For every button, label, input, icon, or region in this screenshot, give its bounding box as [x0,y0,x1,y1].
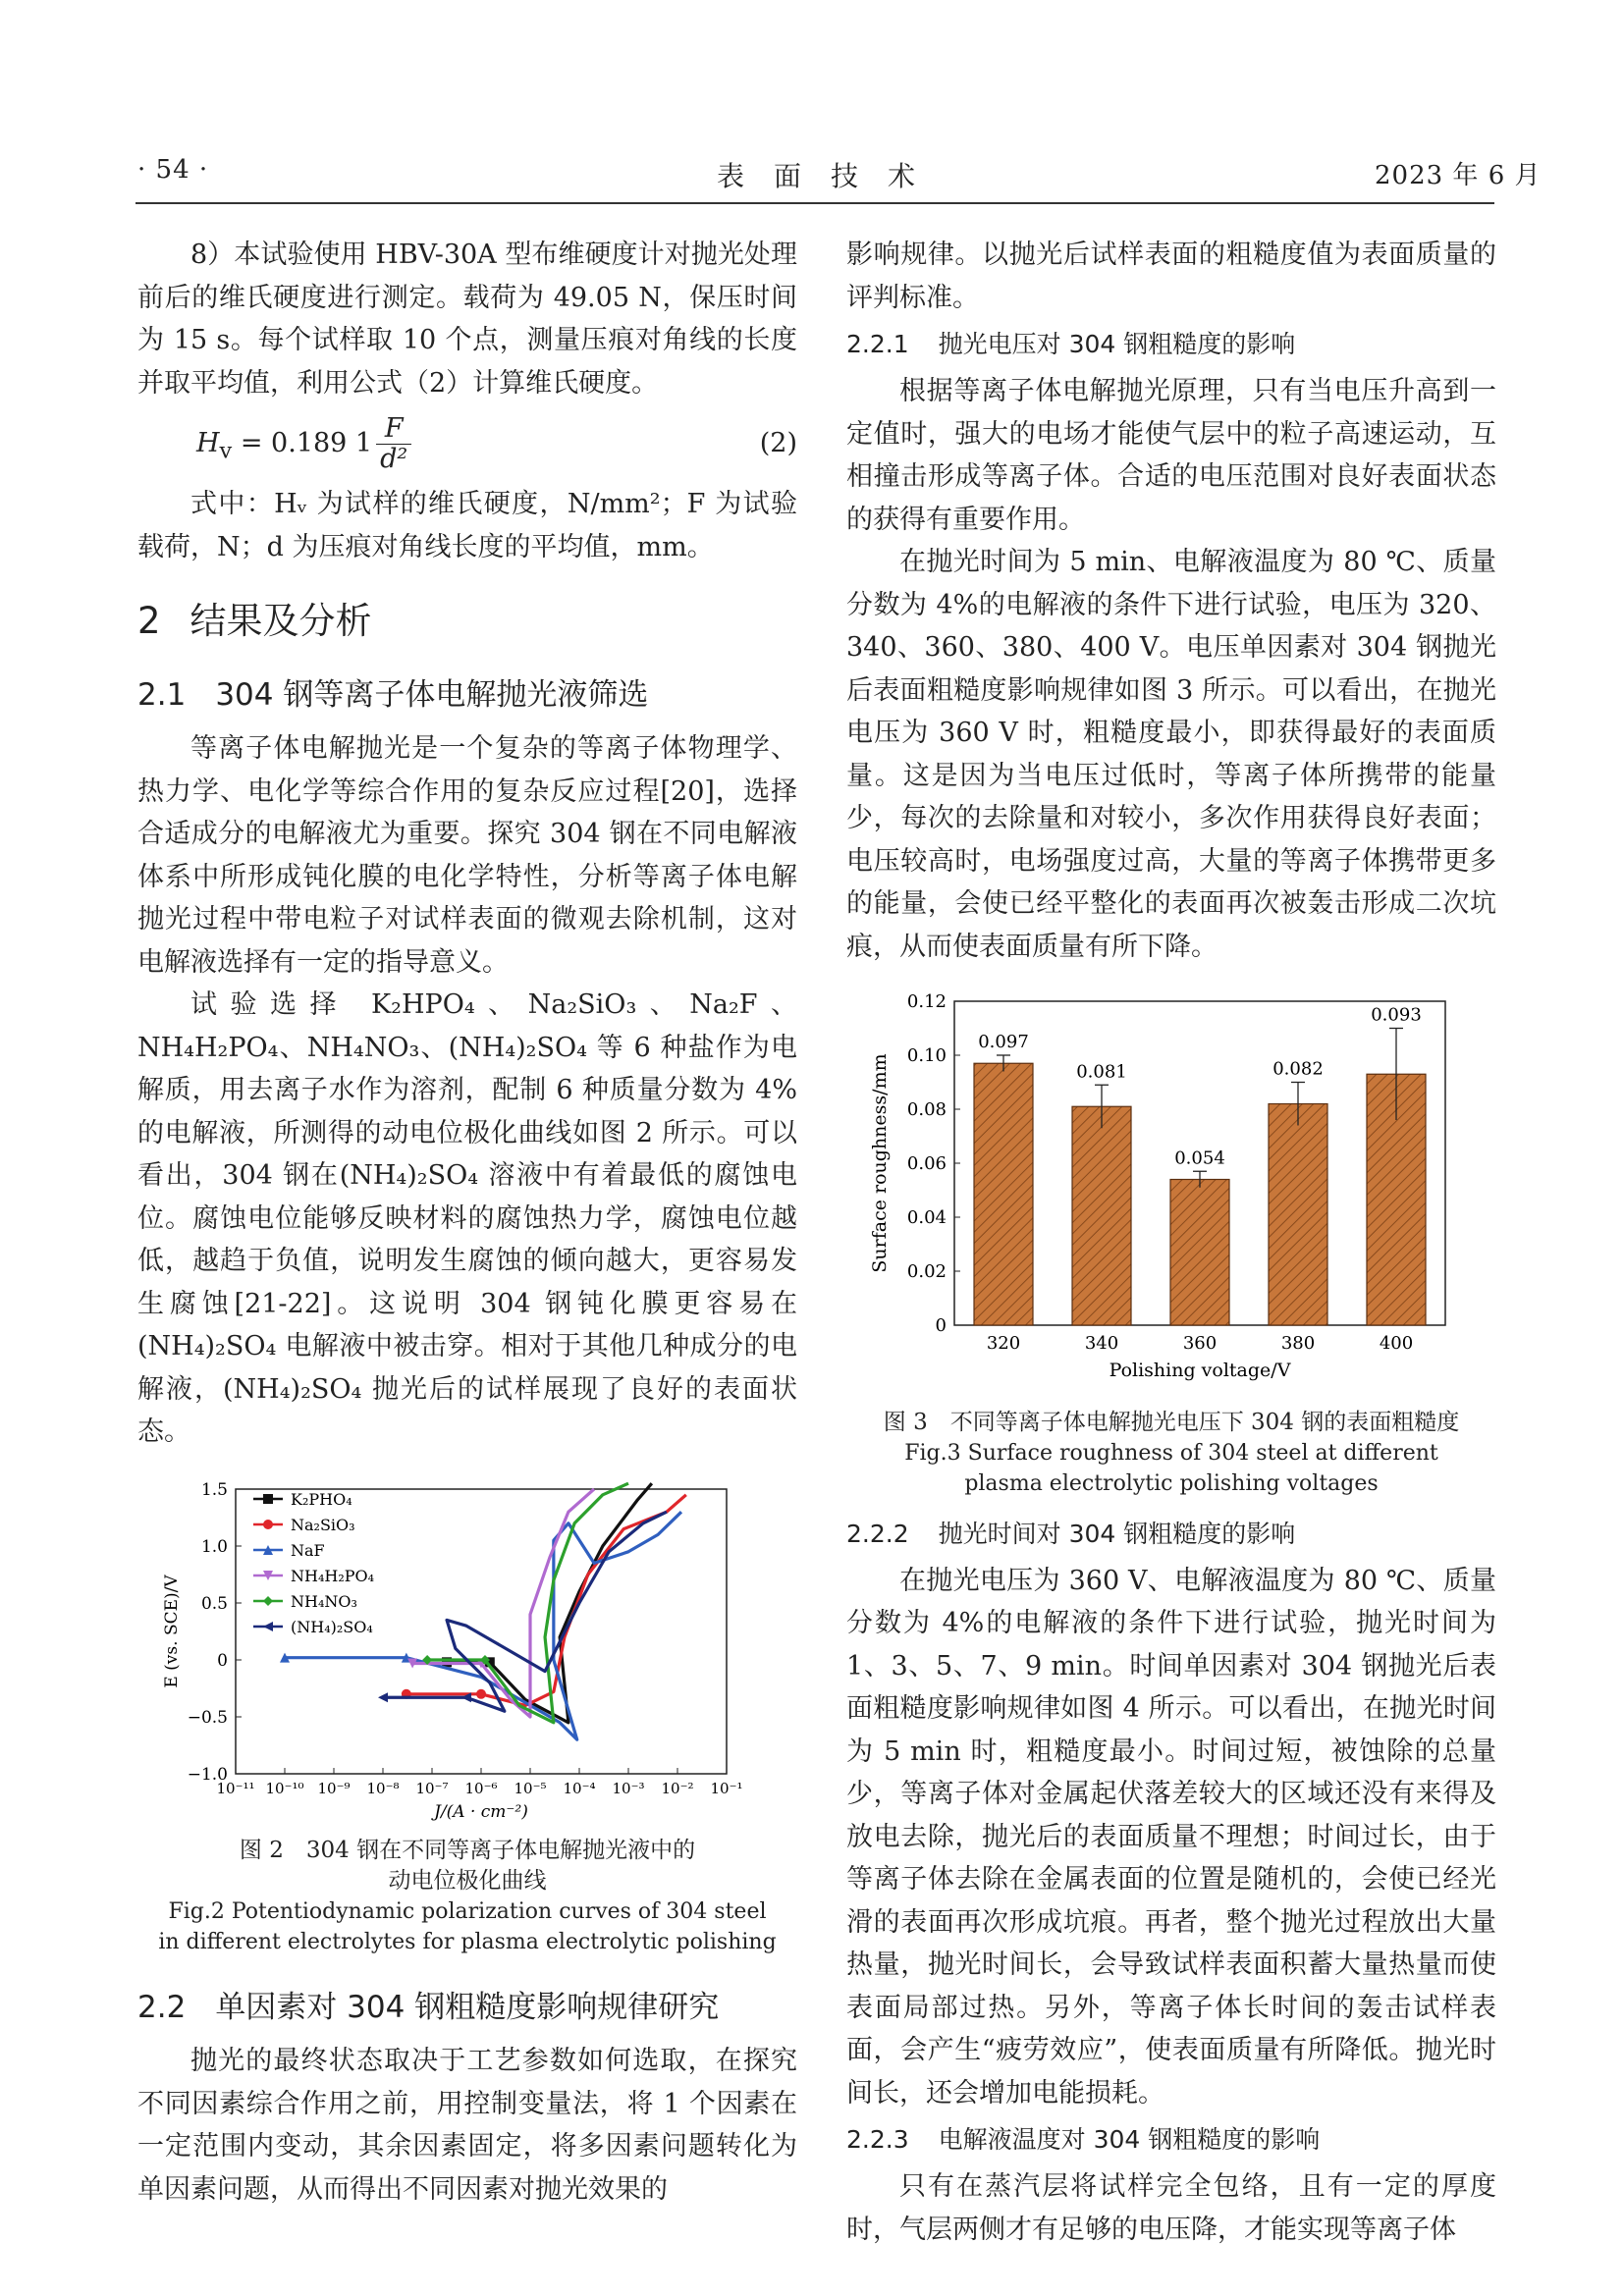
legend-label: NH₄NO₃ [291,1591,357,1611]
eq-lhs: H [196,427,220,458]
y-tick-label: 0.04 [906,1207,947,1228]
legend-label: (NH₄)₂SO₄ [291,1617,373,1636]
section-heading-2-1 [137,670,797,720]
issue-date: 2023 年 6 月 [1375,161,1542,190]
bar [1072,1106,1131,1325]
section-number: 2.2 [137,1990,187,2025]
data-label: 0.054 [1174,1148,1225,1169]
section-title: 电解液温度对 304 钢粗糙度的影响 [938,2125,1321,2154]
data-label: 0.097 [978,1032,1029,1052]
figure-2-caption-cn-1: 图 2 304 钢在不同等离子体电解抛光液中的 [239,1838,696,1863]
figure-2 [137,1469,797,1958]
section-number: 2.1 [137,677,187,713]
x-tick-label: 10⁻⁴ [563,1779,596,1797]
figure-3-caption-en-2: plasma electrolytic polishing voltages [964,1470,1379,1496]
section-heading-2-2-2 [846,1513,1496,1556]
legend-marker [263,1622,273,1631]
eq-denominator: d² [376,444,411,474]
x-tick-label: 400 [1379,1333,1414,1354]
series-marker [476,1688,486,1698]
eq-fraction [376,414,411,474]
section-number: 2 [137,600,161,642]
y-tick-label: 0 [935,1315,947,1336]
x-tick-label: 10⁻¹⁰ [265,1779,304,1797]
x-tick-label: 320 [986,1333,1021,1354]
section-number: 2.2.1 [846,330,909,358]
series-marker [378,1692,388,1702]
y-tick-label: 0.06 [906,1153,947,1174]
paragraph-2-2-1-a: 根据等离子体电解抛光原理，只有当电压升高到一定值时，强大的电场才能使气层中的粒子高速运动，互相撞击形成等离子体。合适的电压范围对良好表面状态的获得有重要作用。 [846,376,1496,535]
x-tick-label: 10⁻⁹ [317,1779,351,1797]
series-line [383,1512,667,1711]
paragraph-2-2: 抛光的最终状态取决于工艺参数如何选取，在探究不同因素综合作用之前，用控制变量法，将 1 个因素在一定范围内变动，其余因素固定，将多因素问题转化为单因素问题，从而得出不同因素对抛光效果的 [137,2046,797,2205]
header-rule [135,202,1494,204]
x-tick-label: 360 [1182,1333,1218,1354]
equation-number: (2) [759,428,797,459]
legend-label: NaF [291,1540,325,1560]
y-tick-label: 1.5 [200,1479,228,1500]
paragraph-2-2-3: 只有在蒸汽层将试样完全包络，且有一定的厚度时，气层两侧才有足够的电压降，才能实现等离子体 [846,2171,1496,2245]
paragraph-2-1-a: 等离子体电解抛光是一个复杂的等离子体物理学、热力学、电化学等综合作用的复杂反应过程[20]，选择合适成分的电解液尤为重要。探究 304 钢在不同电解液体系中所形成钝化膜的电化学特性，分析等离子体电解抛光过程中带电粒子对试样表面的微观去除机制，这对电解液选择有一定的指导意义。 [137,733,797,978]
data-label: 0.082 [1272,1058,1324,1080]
y-tick-label: 0.02 [906,1261,947,1282]
figure-3-caption-cn: 图 3 不同等离子体电解抛光电压下 304 钢的表面粗糙度 [883,1409,1460,1435]
section-number: 2.2.3 [846,2125,909,2154]
y-axis-label: E (vs. SCE)/V [162,1574,182,1688]
figure-3 [846,982,1496,1499]
eq-sub: v [219,437,233,463]
y-axis-label: Surface roughness/mm [869,1053,891,1273]
legend-marker [263,1494,273,1504]
paragraph-2-2-2: 在抛光电压为 360 V、电解液温度为 80 ℃、质量分数为 4%的电解液的条件下进行试验，抛光时间为 1、3、5、7、9 min。时间单因素对 304 钢抛光后表面粗糙度影响规律如图 4 所示。可以看出，在抛光时间为 5 min 时，粗糙度最小。时间过短，被蚀除的总量少，等离子体对金属起伏落差较大的区域还没有来得及放电去除，抛光后的表面质量不理想；时间过长，由于等离子体去除在金属表面的位置是随机的，会使已经光滑的表面再次形成坑痕。再者，整个抛光过程放出大量热量，抛光时间长，会导致试样表面积蓄大量热量而使表面局部过热。另外，等离子体长时间的轰击试样表面，会产生“疲劳效应”，使表面质量有所降低。抛光时间长，还会增加电能损耗。 [846,1565,1496,2109]
journal-name: 表 面 技 术 [717,160,917,192]
x-tick-label: 10⁻⁸ [366,1779,400,1797]
paragraph-2-2-1-b: 在抛光时间为 5 min、电解液温度为 80 ℃、质量分数为 4%的电解液的条件下进行试验，电压为 320、340、360、380、400 V。电压单因素对 304 钢抛光后表面粗糙度影响规律如图 3 所示。可以看出，在抛光电压为 360 V 时，粗糙度最小，即获得最好的表面质量。这是因为当电压过低时，等离子体所携带的能量少，每次的去除量和对较小，多次作用获得良好表面；电压较高时，电场强度过高，大量的等离子体携带更多的能量，会使已经平整化的表面再次被轰击形成二次坑痕，从而使表面质量有所下降。 [846,547,1496,962]
x-axis-label: Polishing voltage/V [1109,1360,1291,1381]
y-tick-label: 0.10 [906,1045,947,1066]
series-line [406,1494,686,1705]
series-line [427,1483,628,1723]
figure-2-caption-en-2: in different electrolytes for plasma electrolytic polishing [158,1930,777,1954]
y-tick-label: 1.0 [200,1536,228,1557]
polarization-chart [137,1469,797,1823]
bar [1269,1104,1327,1326]
data-label: 0.093 [1371,1004,1422,1026]
legend-marker [263,1596,273,1606]
roughness-bar-chart [846,982,1496,1394]
section-heading-2-2-3 [846,2118,1496,2162]
equation-body [196,414,411,474]
section-number: 2.2.2 [846,1519,909,1548]
section-title: 结果及分析 [189,600,372,642]
right-column [846,234,1496,2251]
page-number: · 54 · [137,155,209,185]
figure-2-caption-en-1: Fig.2 Potentiodynamic polarization curves of 304 steel [168,1899,767,1924]
x-tick-label: 340 [1084,1333,1119,1354]
x-tick-label: 10⁻¹ [710,1779,743,1797]
y-tick-label: −1.0 [187,1764,228,1785]
section-title: 单因素对 304 钢粗糙度影响规律研究 [215,1990,720,2025]
y-tick-label: 0.5 [200,1593,228,1614]
x-tick-label: 10⁻³ [612,1779,645,1797]
left-column [137,234,797,2211]
x-tick-label: 10⁻² [661,1779,694,1797]
bar [1170,1180,1229,1326]
legend-label: Na₂SiO₃ [291,1515,355,1534]
x-tick-label: 10⁻⁶ [464,1779,498,1797]
legend-label: K₂PHO₄ [291,1489,352,1509]
section-heading-2 [137,594,797,649]
paragraph-where: 式中：Hᵥ 为试样的维氏硬度，N/mm²；F 为试验载荷，N；d 为压痕对角线长度的平均值，mm。 [137,489,797,562]
paragraph-continued: 影响规律。以抛光后试样表面的粗糙度值为表面质量的评判标准。 [846,240,1496,313]
figure-3-caption-en-1: Fig.3 Surface roughness of 304 steel at different [904,1440,1438,1466]
section-heading-2-2-1 [846,323,1496,366]
section-heading-2-2 [137,1983,797,2032]
x-axis-label: J/(A · cm⁻²) [434,1801,528,1822]
legend-marker [263,1520,273,1529]
figure-2-caption-cn-2: 动电位极化曲线 [388,1868,547,1894]
x-tick-label: 380 [1280,1333,1316,1354]
y-tick-label: −0.5 [187,1707,228,1728]
section-title: 304 钢等离子体电解抛光液筛选 [215,677,649,713]
eq-numerator: F [384,412,404,444]
y-tick-label: 0.08 [906,1099,947,1120]
paragraph-hardness: 8）本试验使用 HBV-30A 型布维硬度计对抛光处理前后的维氏硬度进行测定。载荷为 49.05 N，保压时间为 15 s。每个试样取 10 个点，测量压痕对角线的长度并取平均值，利用公式（2）计算维氏硬度。 [137,240,797,399]
page-header [0,0,1624,226]
x-tick-label: 10⁻⁷ [415,1779,449,1797]
x-tick-label: 10⁻¹¹ [216,1779,255,1797]
bar [974,1063,1033,1325]
x-tick-label: 10⁻⁵ [514,1779,547,1797]
section-title: 抛光时间对 304 钢粗糙度的影响 [938,1519,1296,1548]
legend-label: NH₄H₂PO₄ [291,1566,375,1585]
data-label: 0.081 [1076,1061,1127,1083]
y-tick-label: 0.12 [906,991,947,1012]
equation-2 [137,404,797,483]
eq-coef: = 0.189 1 [232,427,373,458]
section-title: 抛光电压对 304 钢粗糙度的影响 [938,330,1296,358]
paragraph-2-1-b: 试验选择 K₂HPO₄、Na₂SiO₃、Na₂F、NH₄H₂PO₄、NH₄NO₃、(NH₄)₂SO₄ 等 6 种盐作为电解质，用去离子水作为溶剂，配制 6 种质量分数为 4%的电解液，所测得的动电位极化曲线如图 2 所示。可以看出，304 钢在(NH₄)₂SO₄ 溶液中有着最低的腐蚀电位。腐蚀电位能够反映材料的腐蚀热力学，腐蚀电位越低，越趋于负值，说明发生腐蚀的倾向越大，更容易发生腐蚀[21-22]。这说明 304 钢钝化膜更容易在(NH₄)₂SO₄ 电解液中被击穿。相对于其他几种成分的电解液，(NH₄)₂SO₄ 抛光后的试样展现了良好的表面状态。 [137,989,797,1447]
y-tick-label: 0 [217,1650,228,1671]
